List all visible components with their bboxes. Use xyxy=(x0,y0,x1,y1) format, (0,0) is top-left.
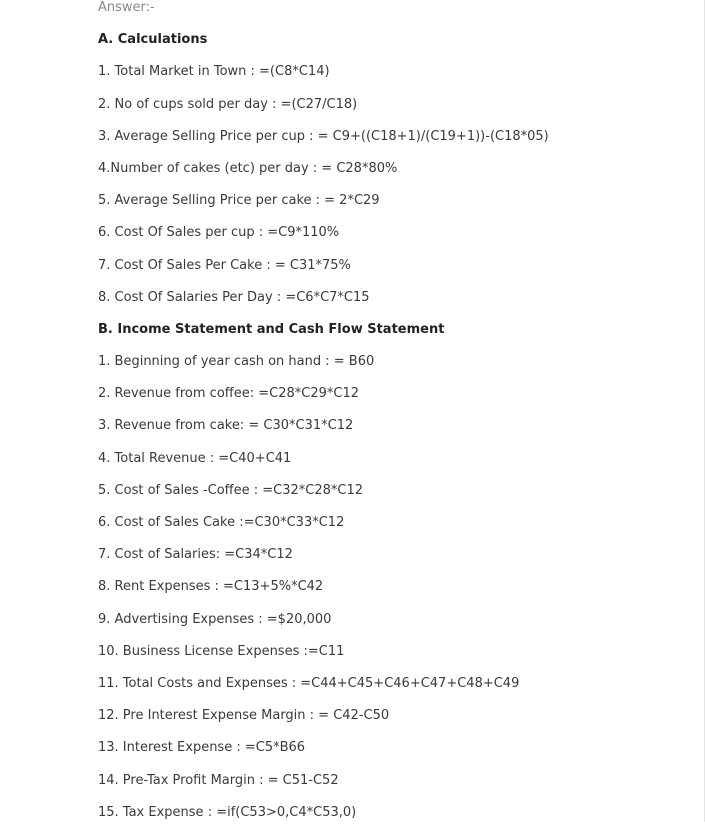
statement-item-5: 5. Cost of Sales -Coffee : =C32*C28*C12 xyxy=(98,482,364,498)
answer-label: Answer:- xyxy=(98,0,155,15)
calc-item-7: 7. Cost Of Sales Per Cake : = C31*75% xyxy=(98,257,351,273)
statement-item-13: 13. Interest Expense : =C5*B66 xyxy=(98,740,306,756)
calc-item-2: 2. No of cups sold per day : =(C27/C18) xyxy=(98,96,358,112)
statement-item-6: 6. Cost of Sales Cake :=C30*C33*C12 xyxy=(98,515,345,530)
calc-item-6: 6. Cost Of Sales per cup : =C9*110% xyxy=(98,225,340,241)
statement-item-10: 10. Business License Expenses :=C11 xyxy=(98,643,345,659)
statement-item-14: 14. Pre-Tax Profit Margin : = C51-C52 xyxy=(98,772,339,788)
calc-item-4: 4.Number of cakes (etc) per day : = C28*80% xyxy=(98,160,398,176)
statement-item-1: 1. Beginning of year cash on hand : = B60 xyxy=(98,354,375,370)
statement-item-2: 2. Revenue from coffee: =C28*C29*C12 xyxy=(98,386,359,402)
calc-item-8: 8. Cost Of Salaries Per Day : =C6*C7*C15 xyxy=(98,289,370,305)
statement-item-7: 7. Cost of Salaries: =C34*C12 xyxy=(98,547,293,563)
statement-item-11: 11. Total Costs and Expenses : =C44+C45+C46+C47+C48+C49 xyxy=(98,675,520,691)
statement-item-15: 15. Tax Expense : =if(C53>0,C4*C53,0) xyxy=(98,804,357,820)
calc-item-1: 1. Total Market in Town : =(C8*C14) xyxy=(98,64,330,80)
calc-item-3: 3. Average Selling Price per cup : = C9+((C18+1)/(C19+1))-(C18*05) xyxy=(98,128,549,144)
statement-item-9: 9. Advertising Expenses : =$20,000 xyxy=(98,611,332,627)
statement-item-3: 3. Revenue from cake: = C30*C31*C12 xyxy=(98,418,354,434)
statement-item-8: 8. Rent Expenses : =C13+5%*C42 xyxy=(98,579,324,595)
section-a-heading: A. Calculations xyxy=(98,32,208,48)
statement-item-12: 12. Pre Interest Expense Margin : = C42-C50 xyxy=(98,708,390,724)
section-b-heading: B. Income Statement and Cash Flow Statement xyxy=(98,321,445,337)
answer-document xyxy=(98,0,705,829)
statement-item-4: 4. Total Revenue : =C40+C41 xyxy=(98,450,292,466)
calc-item-5: 5. Average Selling Price per cake : = 2*C29 xyxy=(98,193,380,209)
